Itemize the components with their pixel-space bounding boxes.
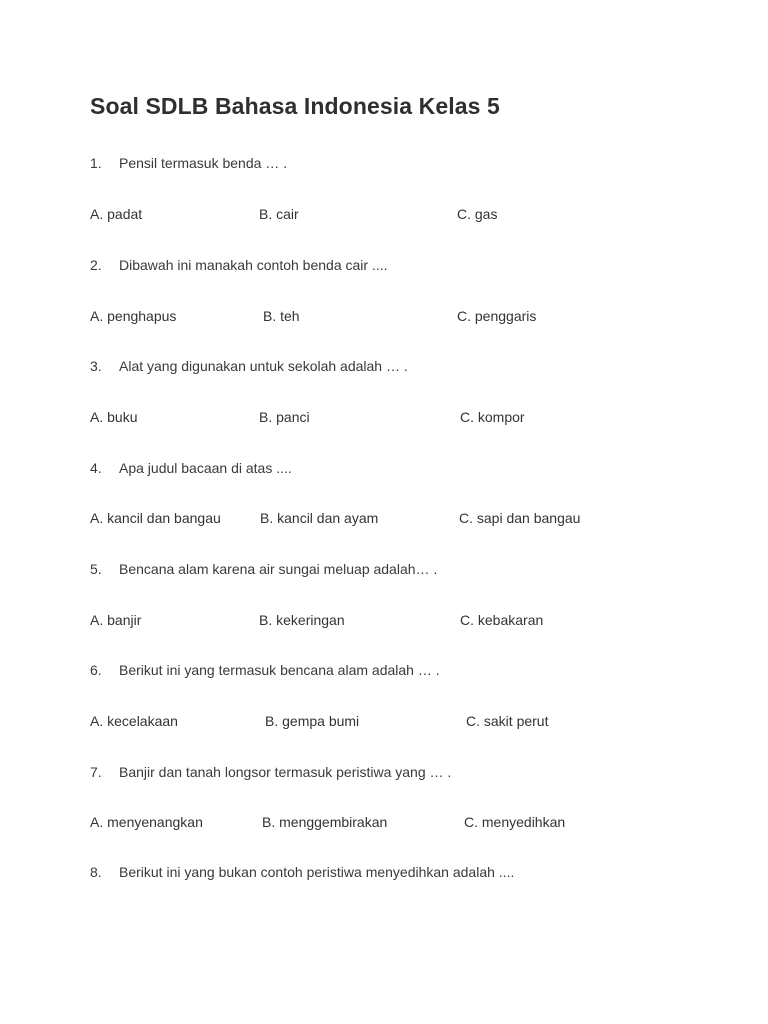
- question-text: Dibawah ini manakah contoh benda cair ....: [119, 257, 388, 273]
- question-number: 1.: [90, 155, 102, 171]
- question-text: Alat yang digunakan untuk sekolah adalah … .: [119, 358, 408, 374]
- option-b: B. teh: [263, 308, 300, 324]
- question-number: 5.: [90, 561, 102, 577]
- option-c: C. kompor: [460, 409, 525, 425]
- option-c: C. sakit perut: [466, 713, 549, 729]
- question-number: 6.: [90, 662, 102, 678]
- option-c: C. menyedihkan: [464, 814, 566, 830]
- question-8: [90, 862, 514, 882]
- question-7: [90, 762, 451, 782]
- question-3-options: [0, 407, 768, 427]
- option-c: C. gas: [457, 206, 498, 222]
- option-c: C. kebakaran: [460, 612, 544, 628]
- option-c: C. penggaris: [457, 308, 537, 324]
- option-b: B. kancil dan ayam: [260, 510, 379, 526]
- option-a: A. kancil dan bangau: [90, 510, 221, 526]
- question-text: Bencana alam karena air sungai meluap adalah… .: [119, 561, 438, 577]
- option-a: A. buku: [90, 409, 138, 425]
- question-1-options: [0, 204, 768, 224]
- question-4-options: [0, 508, 768, 528]
- question-text: Pensil termasuk benda … .: [119, 155, 288, 171]
- question-number: 8.: [90, 864, 102, 880]
- question-text: Berikut ini yang termasuk bencana alam adalah … .: [119, 662, 440, 678]
- option-a: A. penghapus: [90, 308, 177, 324]
- option-a: A. kecelakaan: [90, 713, 178, 729]
- question-text: Berikut ini yang bukan contoh peristiwa menyedihkan adalah ....: [119, 864, 515, 880]
- question-4: [90, 458, 292, 478]
- question-text: Banjir dan tanah longsor termasuk peristiwa yang … .: [119, 764, 452, 780]
- option-b: B. cair: [259, 206, 299, 222]
- option-b: B. gempa bumi: [265, 713, 360, 729]
- option-c: C. sapi dan bangau: [459, 510, 581, 526]
- option-a: A. padat: [90, 206, 143, 222]
- question-number: 7.: [90, 764, 102, 780]
- question-text: Apa judul bacaan di atas ....: [119, 460, 292, 476]
- question-7-options: [0, 812, 768, 832]
- question-6: [90, 660, 440, 680]
- option-a: A. menyenangkan: [90, 814, 203, 830]
- page-title: Soal SDLB Bahasa Indonesia Kelas 5: [90, 93, 500, 119]
- option-b: B. menggembirakan: [262, 814, 388, 830]
- option-b: B. panci: [259, 409, 310, 425]
- question-2: [90, 255, 388, 275]
- question-1: [90, 153, 287, 173]
- question-2-options: [0, 306, 768, 326]
- question-5-options: [0, 610, 768, 630]
- question-5: [90, 559, 437, 579]
- question-number: 4.: [90, 460, 102, 476]
- question-3: [90, 356, 408, 376]
- question-number: 2.: [90, 257, 102, 273]
- option-a: A. banjir: [90, 612, 142, 628]
- question-number: 3.: [90, 358, 102, 374]
- option-b: B. kekeringan: [259, 612, 345, 628]
- question-6-options: [0, 711, 768, 731]
